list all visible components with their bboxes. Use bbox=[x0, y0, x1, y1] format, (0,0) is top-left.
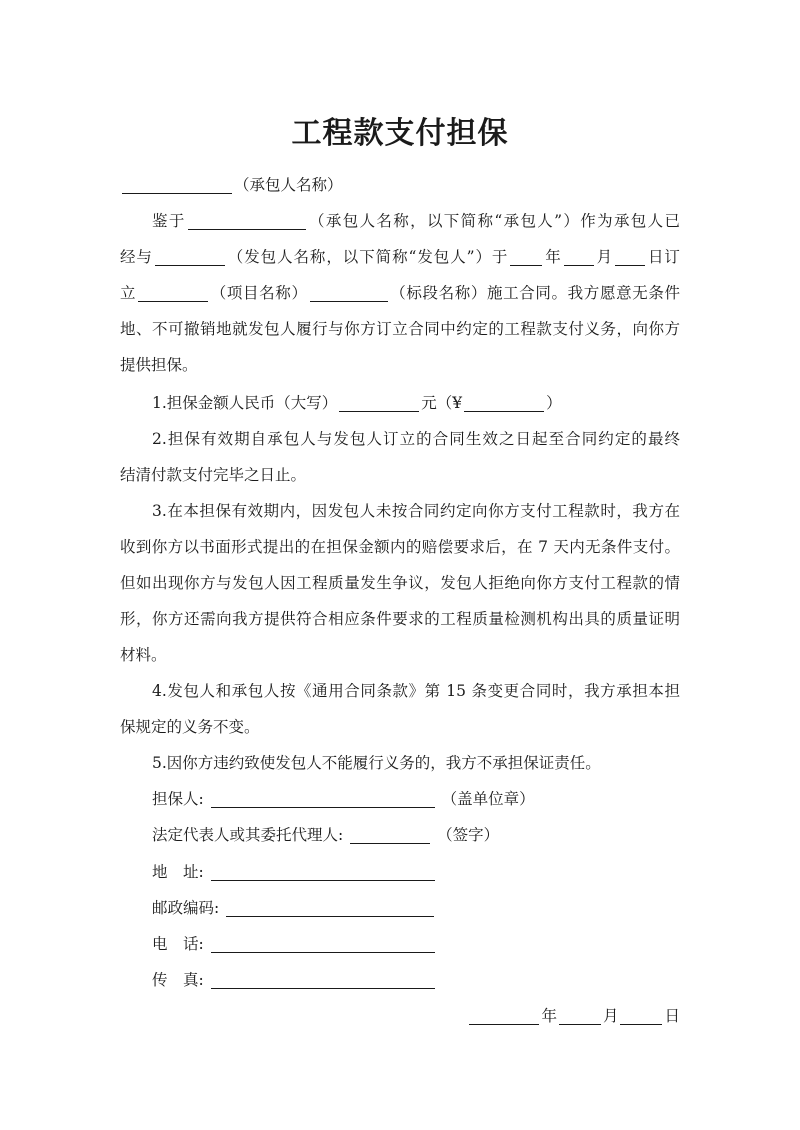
item4-line2: 保规定的义务不变。 bbox=[120, 718, 260, 736]
recipient-line bbox=[120, 167, 680, 203]
para1-text: 立 bbox=[120, 284, 137, 302]
fax-row bbox=[152, 962, 437, 998]
recipient-suffix: （承包人名称） bbox=[234, 176, 343, 194]
representative-row bbox=[152, 817, 499, 853]
para1-text: （发包人名称，以下简称“发包人”）于 bbox=[226, 248, 509, 266]
employer-name-blank[interactable] bbox=[155, 247, 225, 266]
date-month-blank[interactable] bbox=[559, 1006, 601, 1025]
item4-line1: 4.发包人和承包人按《通用合同条款》第 15 条变更合同时，我方承担本担 bbox=[152, 682, 680, 700]
para1-line4: 地、不可撤销地就发包人履行与你方订立合同中约定的工程款支付义务，向你方 bbox=[120, 320, 680, 338]
day-blank[interactable] bbox=[615, 247, 645, 266]
guarantor-row bbox=[152, 781, 535, 817]
month-blank[interactable] bbox=[564, 247, 594, 266]
date-day-label: 日 bbox=[664, 1007, 680, 1025]
date-year-label: 年 bbox=[541, 1007, 557, 1025]
guarantor-label: 担保人: bbox=[152, 790, 204, 808]
para1-line5: 提供担保。 bbox=[120, 356, 198, 374]
para1-line3 bbox=[120, 275, 680, 311]
item2-line2: 结清付款支付完毕之日止。 bbox=[120, 466, 307, 484]
para1-line1 bbox=[152, 203, 680, 239]
project-name-blank[interactable] bbox=[138, 283, 208, 302]
guarantor-note: （盖单位章） bbox=[441, 790, 535, 808]
date-day-blank[interactable] bbox=[620, 1006, 662, 1025]
address-blank[interactable] bbox=[211, 862, 435, 881]
para1-text: 日订 bbox=[647, 248, 680, 266]
document-title: 工程款支付担保 bbox=[291, 116, 509, 151]
phone-row bbox=[152, 926, 437, 962]
para1-text: （项目名称） bbox=[210, 284, 308, 302]
para1-text: 月 bbox=[595, 248, 614, 266]
item3-line5: 材料。 bbox=[120, 646, 167, 664]
representative-note: （签字） bbox=[437, 826, 500, 844]
contractor-name-blank[interactable] bbox=[188, 211, 306, 230]
para1-text: 鉴于 bbox=[152, 212, 186, 230]
phone-label: 电 话: bbox=[152, 935, 204, 953]
phone-blank[interactable] bbox=[211, 934, 435, 953]
guarantor-blank[interactable] bbox=[211, 789, 435, 808]
item3-line3: 但如出现你方与发包人因工程质量发生争议，发包人拒绝向你方支付工程款的情 bbox=[120, 574, 680, 592]
date-month-label: 月 bbox=[602, 1007, 619, 1025]
date-row bbox=[467, 998, 680, 1034]
item5-line1: 5.因你方违约致使发包人不能履行义务的，我方不承担保证责任。 bbox=[152, 754, 601, 772]
item3-line4: 形，你方还需向我方提供符合相应条件要求的工程质量检测机构出具的质量证明 bbox=[120, 610, 680, 628]
postcode-label: 邮政编码: bbox=[152, 899, 220, 917]
item1-text: ） bbox=[546, 394, 562, 412]
item1-text: 元（¥ bbox=[421, 394, 463, 412]
date-year-blank[interactable] bbox=[469, 1006, 539, 1025]
representative-blank[interactable] bbox=[350, 825, 430, 844]
amount-figures-blank[interactable] bbox=[464, 393, 544, 412]
amount-words-blank[interactable] bbox=[339, 393, 419, 412]
fax-blank[interactable] bbox=[211, 970, 435, 989]
para1-text: （承包人名称，以下简称“承包人”）作为承包人已 bbox=[307, 212, 680, 230]
para1-text: （标段名称）施工合同。我方愿意无条件 bbox=[389, 284, 680, 302]
address-row bbox=[152, 854, 437, 890]
para1-text: 经与 bbox=[120, 248, 153, 266]
fax-label: 传 真: bbox=[152, 971, 204, 989]
section-name-blank[interactable] bbox=[310, 283, 388, 302]
item3-line1: 3.在本担保有效期内，因发包人未按合同约定向你方支付工程款时，我方在 bbox=[152, 502, 680, 520]
para1-text: 年 bbox=[544, 248, 562, 266]
postcode-row bbox=[152, 890, 436, 926]
address-label: 地 址: bbox=[152, 863, 204, 881]
year-blank[interactable] bbox=[510, 247, 542, 266]
item1-text: 1.担保金额人民币（大写） bbox=[152, 394, 338, 412]
item2-line1: 2.担保有效期自承包人与发包人订立的合同生效之日起至合同约定的最终 bbox=[152, 430, 680, 448]
para1-line2 bbox=[120, 239, 680, 275]
representative-label: 法定代表人或其委托代理人: bbox=[152, 826, 344, 844]
recipient-blank[interactable] bbox=[122, 175, 232, 194]
item1-line bbox=[152, 385, 680, 421]
postcode-blank[interactable] bbox=[226, 898, 434, 917]
item3-line2: 收到你方以书面形式提出的在担保金额内的赔偿要求后，在 7 天内无条件支付。 bbox=[120, 538, 680, 556]
